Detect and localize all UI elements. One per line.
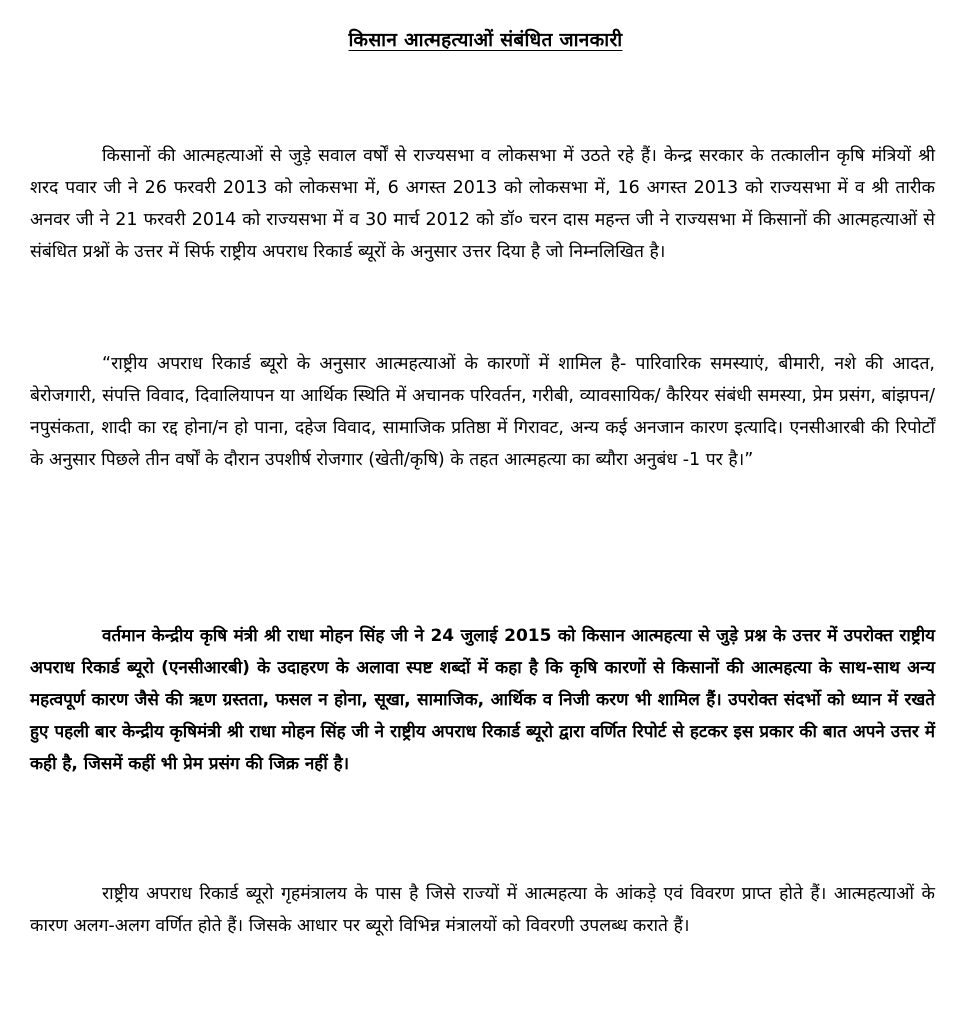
paragraph-ncrb-home-ministry: राष्ट्रीय अपराध रिकार्ड ब्यूरो गृहमंत्रालय के पास है जिसे राज्यों में आत्महत्या के आंकड़े एवं विवरण प्राप्त होते हैं। आत्महत्याओं के कारण अलग-अलग वर्णित होते हैं। जिसके आधार पर ब्यूरो विभिन्न मंत्रालयों को विवरणी उपलब्ध कराते हैं।	[30, 884, 935, 936]
paragraph-current-minister: वर्तमान केन्द्रीय कृषि मंत्री श्री राधा मोहन सिंह जी ने 24 जुलाई 2015 को किसान आत्महत्या से जुड़े प्रश्न के उत्तर में उपरोक्त राष्ट्रीय अपराध रिकार्ड ब्यूरो (एनसीआरबी) के उदाहरण के अलावा स्पष्ट शब्दों में कहा है कि कृषि कारणों से किसानों की आत्महत्या के साथ-साथ अन्य महत्वपूर्ण कारण जैसे की ऋण ग्रस्तता, फसल न होना, सूखा, सामाजिक, आर्थिक व निजी करण भी शामिल हैं। उपरोक्त संदर्भो को ध्यान में रखते हुए पहली बार केन्द्रीय कृषिमंत्री श्री राधा मोहन सिंह जी ने राष्ट्रीय अपराध रिकार्ड ब्यूरो द्वारा वर्णित रिपोर्ट से हटकर इस प्रकार की बात अपने उत्तर में कही है, जिसमें कहीं भी प्रेम प्रसंग की जिक्र नहीं है।	[30, 626, 935, 774]
paragraph-ncrb-quote: “राष्ट्रीय अपराध रिकार्ड ब्यूरो के अनुसार आत्महत्याओं के कारणों में शामिल है- पारिवारिक समस्याएं, बीमारी, नशे की आदत, बेरोजगारी, संपत्ति विवाद, दिवालियापन या आर्थिक स्थिति में अचानक परिवर्तन, गरीबी, व्यावसायिक/ कैरियर संबंधी समस्या, प्रेम प्रसंग, बांझपन/नपुसंकता, शादी का रद्द होना/न हो पाना, दहेज विवाद, सामाजिक प्रतिष्ठा में गिरावट, अन्य कई अनजान कारण इत्यादि। एनसीआरबी की रिपोर्टों के अनुसार पिछले तीन वर्षों के दौरान उपशीर्ष रोजगार (खेती/कृषि) के तहत आत्महत्या का ब्यौरा अनुबंध -1 पर है।”	[30, 354, 935, 470]
page-title: किसान आत्महत्याओं संबंधित जानकारी	[348, 29, 623, 51]
paragraph-ministers-replies: किसानों की आत्महत्याओं से जुड़े सवाल वर्षों से राज्यसभा व लोकसभा में उठते रहे हैं। केन्द्र सरकार के तत्कालीन कृषि मंत्रियों श्री शरद पवार जी ने 26 फरवरी 2013 को लोकसभा में, 6 अगस्त 2013 को लोकसभा में, 16 अगस्त 2013 को राज्यसभा में व श्री तारीक अनवर जी ने 21 फरवरी 2014 को राज्यसभा में व 30 मार्च 2012 को डॉ० चरन दास महन्त जी ने राज्यसभा में किसानों की आत्महत्याओं से संबंधित प्रश्नों के उत्तर में सिर्फ राष्ट्रीय अपराध रिकार्ड ब्यूरों के अनुसार उत्तर दिया है जो निम्नलिखित है।	[30, 146, 935, 262]
